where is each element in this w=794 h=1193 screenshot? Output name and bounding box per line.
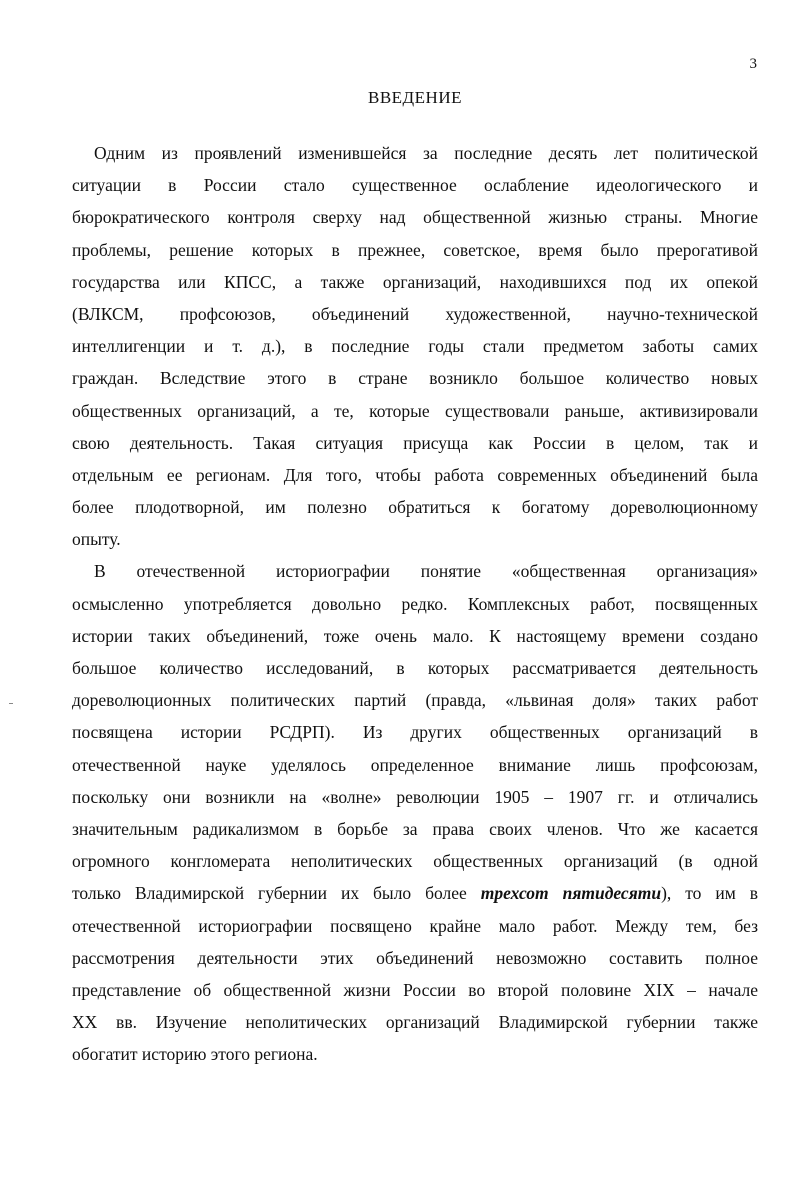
paragraph-1 (72, 137, 758, 555)
paragraph-line: отечественной науке уделялось определенное внимание лишь профсоюзам, (72, 754, 758, 775)
paragraph-line: обогатит историю этого региона. (72, 1044, 318, 1065)
emphasis-before: только Владимирской губернии их было более (72, 883, 481, 904)
paragraph-line: бюрократического контроля сверху над общественной жизнью страны. Многие (72, 207, 758, 228)
paragraph-line: значительным радикализмом в борьбе за права своих членов. Что же касается (72, 818, 758, 839)
paragraph-line: большое количество исследований, в которых рассматривается деятельность (72, 658, 758, 678)
paragraph-line: В отечественной историографии понятие «общественная организация» (94, 561, 758, 582)
paragraph-2-lines-before (72, 555, 758, 877)
paragraph-line: осмысленно употребляется довольно редко. Комплексных работ, посвященных (72, 593, 758, 614)
paragraph-line: поскольку они возникли на «волне» революции 1905 – 1907 гг. и отличались (72, 786, 758, 807)
paragraph-line: опыту. (72, 529, 121, 550)
paragraph-line: отдельным ее регионам. Для того, чтобы работа современных объединений была (72, 464, 758, 485)
body-text (72, 137, 758, 1070)
paragraph-line: свою деятельность. Такая ситуация присуща как России в целом, так и (72, 432, 758, 453)
paragraph-line: граждан. Вследствие этого в стране возникло большое количество новых (72, 368, 758, 389)
paragraph-line: (ВЛКСМ, профсоюзов, объединений художественной, научно-технической (72, 303, 758, 324)
paragraph-line: проблемы, решение которых в прежнее, советское, время было прерогативой (72, 239, 758, 260)
paragraph-line: интеллигенции и т. д.), в последние годы стали предметом заботы самих (72, 336, 758, 357)
paragraph-line: Одним из проявлений изменившейся за последние десять лет политической (94, 143, 758, 163)
page-number: 3 (749, 56, 757, 72)
emphasized-number: трехсот пятидесяти (480, 883, 662, 904)
paragraph-line: посвящена истории РСДРП). Из других общественных организаций в (72, 722, 758, 743)
paragraph-line: более плодотворной, им полезно обратиться к богатому дореволюционному (72, 497, 758, 518)
paragraph-line: рассмотрения деятельности этих объединений невозможно составить полное (72, 947, 758, 968)
emphasis-after: ), то им в (661, 883, 758, 904)
margin-mark (9, 703, 13, 704)
paragraph-line: представление об общественной жизни России во второй половине XIX – начале (72, 979, 758, 1000)
paragraph-line: отечественной историографии посвящено крайне мало работ. Между тем, без (72, 915, 758, 936)
paragraph-2-lines-after (72, 910, 758, 1071)
paragraph-line: общественных организаций, а те, которые существовали раньше, активизировали (72, 400, 758, 421)
paragraph-line: XX вв. Изучение неполитических организаций Владимирской губернии также (72, 1012, 758, 1033)
section-heading: ВВЕДЕНИЕ (368, 88, 462, 107)
paragraph-line-emphasis (72, 877, 758, 909)
paragraph-line: ситуации в России стало существенное ослабление идеологического и (72, 175, 758, 196)
paragraph-line: огромного конгломерата неполитических общественных организаций (в одной (72, 851, 758, 872)
paragraph-line: государства или КПСС, а также организаций, находившихся под их опекой (72, 271, 758, 292)
paragraph-line: истории таких объединений, тоже очень мало. К настоящему времени создано (72, 625, 758, 646)
paragraph-line: дореволюционных политических партий (правда, «львиная доля» таких работ (72, 690, 758, 711)
paragraph-2 (72, 555, 758, 1070)
